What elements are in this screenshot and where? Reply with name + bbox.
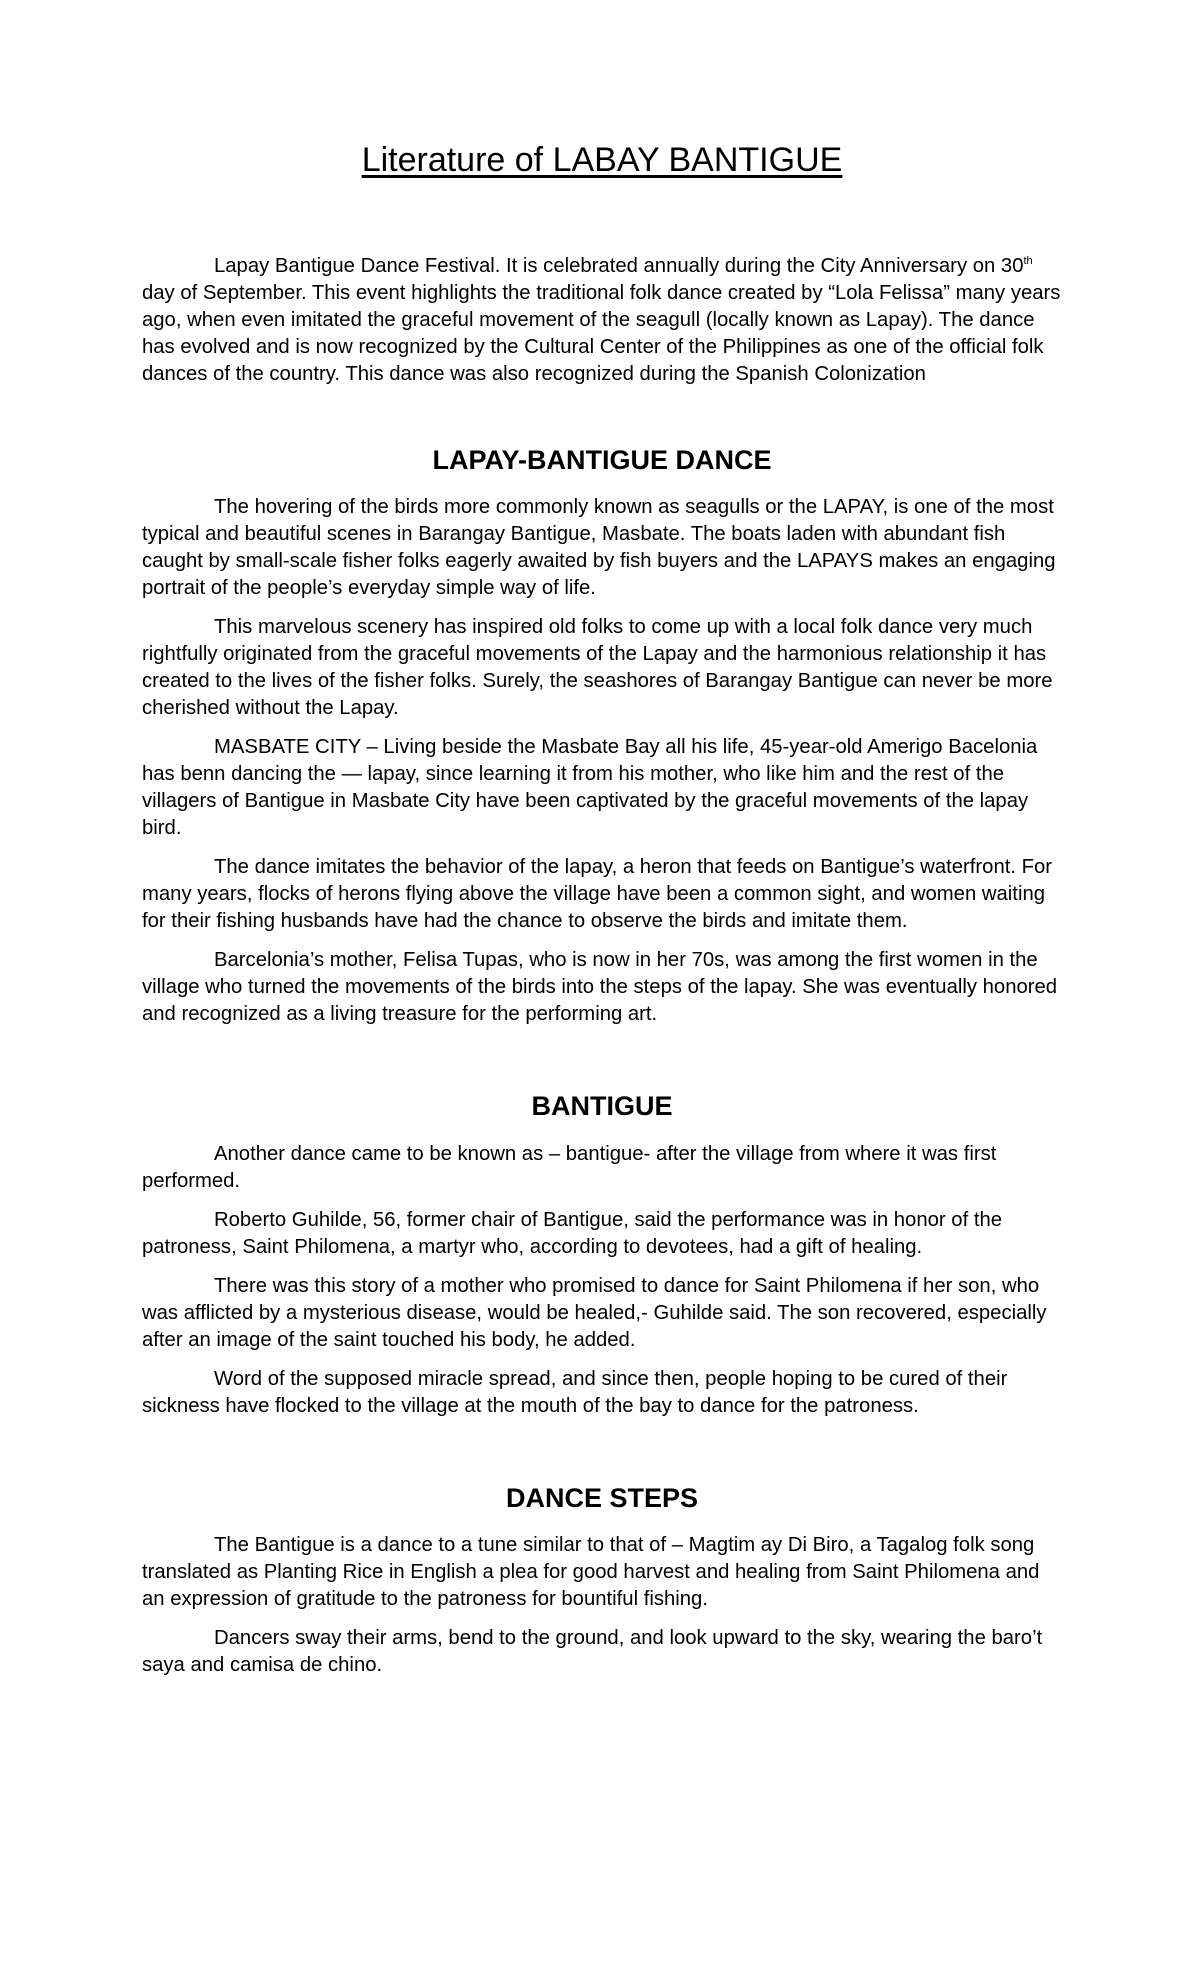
section-heading: BANTIGUE <box>531 1091 673 1122</box>
section-paragraph: MASBATE CITY – Living beside the Masbate Bay all his life, 45-year-old Amerigo Bacelonia has benn dancing the — lapay, since learning it from his mother, who like him and the rest of the villagers of Bantigue in Masbate City have been captivated by the graceful movements of the lapay bird. <box>142 736 1038 840</box>
section-paragraph: There was this story of a mother who promised to dance for Saint Philomena if her son, who was afflicted by a mysterious disease, would be healed,- Guhilde said. The son recovered, especially after an image of the saint touched his body, he added. <box>142 1274 1047 1351</box>
section-paragraph: The dance imitates the behavior of the lapay, a heron that feeds on Bantigue’s waterfront. For many years, flocks of herons flying above the village have been a common sight, and women waiting for their fishing husbands have had the chance to observe the birds and imitate them. <box>142 856 1053 933</box>
section-heading: DANCE STEPS <box>505 1482 699 1513</box>
section-paragraph: This marvelous scenery has inspired old folks to come up with a local folk dance very much rightfully originated from the graceful movements of the Lapay and the harmonious relationship it has created to the lives of the fisher folks. Surely, the seashores of Barangay Bantigue can never be more cherished without the Lapay. <box>142 616 1053 720</box>
section-paragraph: Barcelonia’s mother, Felisa Tupas, who is now in her 70s, was among the first women in the village who turned the movements of the birds into the steps of the lapay. She was eventually honored and recognized as a living treasure for the performing art. <box>142 949 1058 1026</box>
section-heading: LAPAY-BANTIGUE DANCE <box>432 444 772 475</box>
document-page <box>142 140 1062 1691</box>
section-paragraph: Dancers sway their arms, bend to the ground, and look upward to the sky, wearing the baro’t saya and camisa de chino. <box>142 1626 1043 1676</box>
ordinal-superscript: th <box>1023 255 1033 268</box>
intro-text-end: day of September. This event highlights the traditional folk dance created by “Lola Felissa” many years ago, when even imitated the graceful movement of the seagull (locally known as Lapay). The dance has evolved and is now recognized by the Cultural Center of the Philippines as one of the official folk dances of the country. This dance was also recognized during the Spanish Colonization <box>142 281 1061 385</box>
section-dance-steps <box>142 1482 1062 1679</box>
section-paragraph: Another dance came to be known as – bantigue- after the village from where it was first performed. <box>142 1142 997 1192</box>
intro-text-start: Lapay Bantigue Dance Festival. It is celebrated annually during the City Anniversary on 30 <box>214 254 1024 277</box>
section-bantigue <box>142 1090 1062 1419</box>
section-paragraph: Word of the supposed miracle spread, and since then, people hoping to be cured of their sickness have flocked to the village at the mouth of the bay to dance for the patroness. <box>142 1367 1008 1417</box>
section-paragraph: The Bantigue is a dance to a tune similar to that of – Magtim ay Di Biro, a Tagalog folk song translated as Planting Rice in English a plea for good harvest and healing from Saint Philomena and an expression of gratitude to the patroness for bountiful fishing. <box>142 1533 1040 1610</box>
section-lapay-bantigue-dance <box>142 444 1062 1028</box>
document-title: Literature of LABAY BANTIGUE <box>361 141 843 179</box>
section-paragraph: Roberto Guhilde, 56, former chair of Bantigue, said the performance was in honor of the patroness, Saint Philomena, a martyr who, according to devotees, had a gift of healing. <box>142 1208 1003 1258</box>
section-paragraph: The hovering of the birds more commonly known as seagulls or the LAPAY, is one of the most typical and beautiful scenes in Barangay Bantigue, Masbate. The boats laden with abundant fish caught by small-scale fisher folks eagerly awaited by fish buyers and the LAPAYS makes an engaging portrait of the people’s everyday simple way of life. <box>142 496 1056 600</box>
intro-paragraph <box>142 253 1062 388</box>
